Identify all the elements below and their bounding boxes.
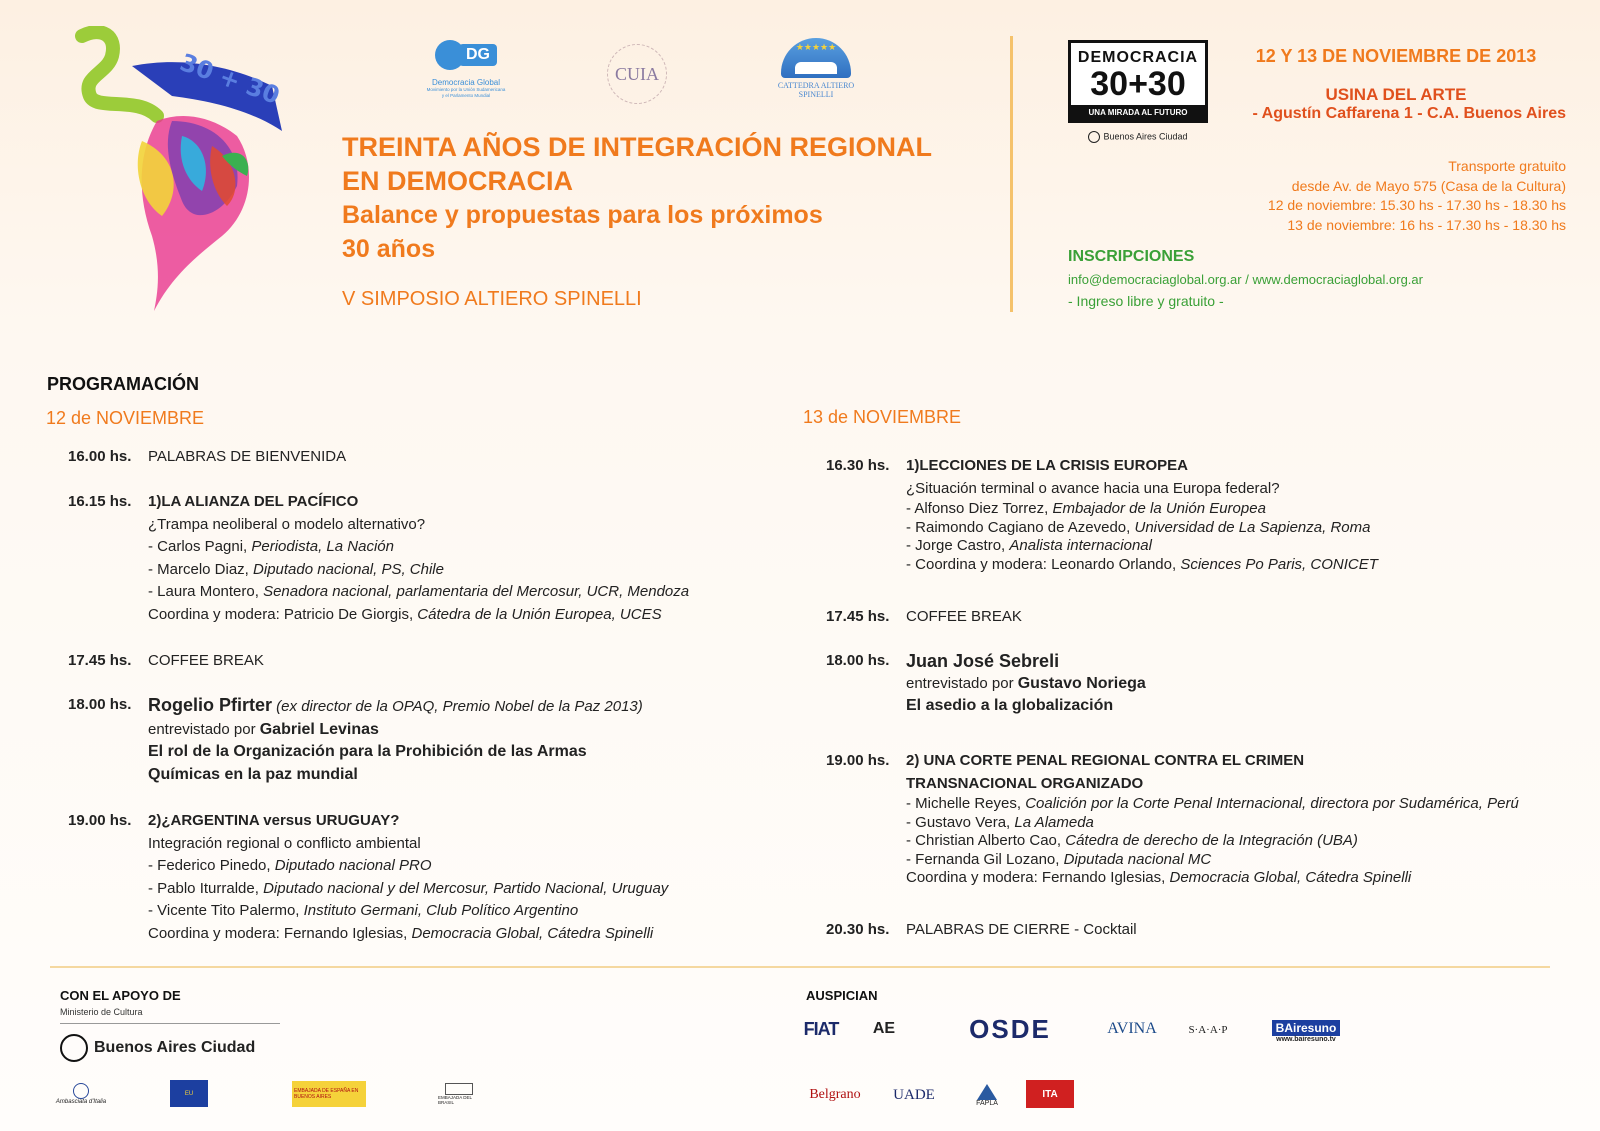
panelist: - Fernanda Gil Lozano, Diputada nacional MC xyxy=(906,850,1212,868)
support-title: CON EL APOYO DE xyxy=(60,988,181,1003)
slot-title: 1)LA ALIANZA DEL PACÍFICO xyxy=(148,493,359,510)
schedule-slot xyxy=(826,919,1137,942)
slot-time: 19.00 hs. xyxy=(826,752,890,769)
slot-title: COFFEE BREAK xyxy=(148,652,264,669)
schedule-slot xyxy=(826,650,1146,718)
democracia-global-sub: Movimiento por la Unión Sudamericana y el Parlamento Mundial xyxy=(426,87,506,98)
democracia-global-logo xyxy=(425,38,507,99)
transport-line: Transporte gratuito xyxy=(1448,158,1566,174)
panelist: - Gustavo Vera, La Alameda xyxy=(906,813,1094,831)
cuia-logo xyxy=(607,44,671,108)
cuia-text: CUIA xyxy=(607,44,667,104)
moderator: Coordina y modera: Patricio De Giorgis, Cátedra de la Unión Europea, UCES xyxy=(148,605,662,623)
panelist: - Alfonso Diez Torrez, Embajador de la Unión Europea xyxy=(906,500,1266,517)
speaker-role: (ex director de la OPAQ, Premio Nobel de la Paz 2013) xyxy=(272,698,643,715)
event-venue: USINA DEL ARTE xyxy=(1325,85,1467,104)
support-city-logo: Buenos Aires Ciudad xyxy=(60,1034,280,1062)
transport-line: desde Av. de Mayo 575 (Casa de la Cultura) xyxy=(1291,177,1566,194)
slot-time: 16.30 hs. xyxy=(826,457,890,474)
democracia-30-logo xyxy=(1068,40,1208,143)
globe-icon: DG xyxy=(431,38,501,76)
slot-question: ¿Trampa neoliberal o modelo alternativo? xyxy=(148,515,426,533)
subtitle-line-1: Balance y propuestas para los próximos xyxy=(342,201,823,229)
cattedra-text: CATTEDRA ALTIERO SPINELLI xyxy=(777,81,855,99)
slot-time: 16.00 hs. xyxy=(68,448,132,465)
emblem-icon xyxy=(73,1083,89,1099)
schedule-slot xyxy=(68,491,689,626)
title-line-1: TREINTA AÑOS DE INTEGRACIÓN REGIONAL xyxy=(342,132,933,162)
bairesuno-logo: BAiresuno www.bairesuno.tv xyxy=(1268,1016,1344,1046)
buenos-aires-city-label: Buenos Aires Ciudad xyxy=(1068,131,1208,143)
avina-logo: AVINA xyxy=(1107,1020,1157,1037)
title-line-2: EN DEMOCRACIA xyxy=(342,166,574,196)
slot-title: 2) UNA CORTE PENAL REGIONAL CONTRA EL CRIMEN xyxy=(906,752,1305,769)
cattedra-logo xyxy=(770,38,862,99)
panelist: - Christian Alberto Cao, Cátedra de derecho de la Integración (UBA) xyxy=(906,832,1358,849)
slot-time: 20.30 hs. xyxy=(826,921,890,938)
day2-label: 13 de NOVIEMBRE xyxy=(803,407,962,427)
speaker-line xyxy=(148,694,643,719)
speaker-name: Juan José Sebreli xyxy=(906,651,1060,671)
title-block xyxy=(342,130,982,311)
speaker-name: Rogelio Pfirter xyxy=(148,695,273,715)
support-block xyxy=(60,988,280,1062)
schedule-slot xyxy=(826,455,1378,574)
slot-title-cont: TRANSNACIONAL ORGANIZADO xyxy=(906,774,1144,792)
panelist: - Carlos Pagni, Periodista, La Nación xyxy=(148,538,394,555)
schedule-slot xyxy=(68,650,264,673)
slot-time: 19.00 hs. xyxy=(68,812,132,829)
panelist: - Raimondo Cagiano de Azevedo, Universidad de La Sapienza, Roma xyxy=(906,518,1371,536)
inscripciones-links[interactable]: info@democraciaglobal.org.ar / www.democraciaglobal.org.ar xyxy=(1068,272,1423,287)
moderator: Coordina y modera: Fernando Iglesias, Democracia Global, Cátedra Spinelli xyxy=(148,924,654,942)
panelist: - Vicente Tito Palermo, Instituto Germani, Club Político Argentino xyxy=(148,902,579,919)
symposium-name: V SIMPOSIO ALTIERO SPINELLI xyxy=(342,288,642,310)
democracia-logo-line2: 30+30 xyxy=(1090,65,1186,103)
uade-logo: UADE xyxy=(893,1086,935,1103)
topic-line: El rol de la Organización para la Prohibición de las Armas xyxy=(148,743,587,760)
map-logo xyxy=(62,26,292,316)
slot-title: PALABRAS DE CIERRE - Cocktail xyxy=(906,921,1137,938)
democracia-logo-line3: UNA MIRADA AL FUTURO xyxy=(1071,105,1205,120)
spain-embassy-logo: EMBAJADA DE ESPAÑA EN BUENOS AIRES xyxy=(292,1081,366,1107)
eu-flag-logo: EU xyxy=(170,1080,208,1107)
slot-title: PALABRAS DE BIENVENIDA xyxy=(148,448,347,465)
interviewer-line: entrevistado por Gustavo Noriega xyxy=(906,674,1146,692)
slot-title: 1)LECCIONES DE LA CRISIS EUROPEA xyxy=(906,457,1188,474)
event-address: - Agustín Caffarena 1 - C.A. Buenos Aires xyxy=(1252,105,1566,122)
slot-time: 16.15 hs. xyxy=(68,493,132,510)
transport-line: 12 de noviembre: 15.30 hs - 17.30 hs - 18.30 hs xyxy=(1267,197,1566,213)
osde-logo: OSDE xyxy=(969,1013,1051,1044)
city-seal-icon xyxy=(60,1034,88,1062)
footer-divider xyxy=(50,966,1550,968)
program-title: PROGRAMACIÓN xyxy=(47,374,199,394)
slot-time: 18.00 hs. xyxy=(68,696,132,713)
triangle-icon xyxy=(977,1084,997,1100)
event-date: 12 Y 13 DE NOVIEMBRE DE 2013 xyxy=(1255,46,1537,66)
inscripciones xyxy=(1068,248,1548,309)
transport-info xyxy=(1180,157,1566,235)
slot-question: Integración regional o conflicto ambiental xyxy=(148,834,421,852)
moderator: Coordina y modera: Fernando Iglesias, Democracia Global, Cátedra Spinelli xyxy=(906,869,1412,886)
schedule-slot xyxy=(826,750,1519,888)
fiat-logo: FIAT xyxy=(803,1018,839,1039)
sponsors-title: AUSPICIAN xyxy=(806,988,878,1003)
slot-title: COFFEE BREAK xyxy=(906,608,1022,625)
schedule-slot xyxy=(68,694,643,786)
ita-logo: ITA xyxy=(1026,1080,1074,1108)
ae-logo: AE xyxy=(872,1020,896,1037)
panelist: - Laura Montero, Senadora nacional, parlamentaria del Mercosur, UCR, Mendoza xyxy=(148,583,690,600)
map-logo-text: 30 + 30 xyxy=(176,48,284,110)
inscripciones-free: - Ingreso libre y gratuito - xyxy=(1068,293,1224,309)
topic-line: El asedio a la globalización xyxy=(906,697,1114,714)
topic-line: Químicas en la paz mundial xyxy=(148,765,358,783)
fapla-logo: FAPLA xyxy=(972,1080,1002,1110)
interviewer-line: entrevistado por Gabriel Levinas xyxy=(148,720,379,738)
day1-label: 12 de NOVIEMBRE xyxy=(46,408,205,428)
inscripciones-title: INSCRIPCIONES xyxy=(1068,248,1195,265)
panelist: - Michelle Reyes, Coalición por la Corte Penal Internacional, directora por Sudamérica, Perú xyxy=(906,795,1519,812)
slot-question: ¿Situación terminal o avance hacia una Europa federal? xyxy=(906,479,1280,497)
saap-logo: S·A·A·P xyxy=(1188,1024,1228,1036)
header-divider xyxy=(1010,36,1013,312)
schedule-slot xyxy=(826,606,1022,629)
slot-title: 2)¿ARGENTINA versus URUGUAY? xyxy=(148,812,400,829)
subtitle-line-2: 30 años xyxy=(342,235,436,263)
belgrano-logo: Belgrano xyxy=(809,1087,861,1102)
italy-embassy-logo: Ambasciata d'Italia xyxy=(54,1080,108,1108)
democracia-global-name: Democracia Global xyxy=(431,78,501,87)
panelist: - Jorge Castro, Analista internacional xyxy=(906,537,1152,554)
democracia-logo-line1: DEMOCRACIA xyxy=(1077,49,1199,66)
building-icon xyxy=(445,1083,473,1095)
slot-time: 17.45 hs. xyxy=(68,652,132,669)
slot-time: 18.00 hs. xyxy=(826,652,890,669)
moderator: - Coordina y modera: Leonardo Orlando, Sciences Po Paris, CONICET xyxy=(906,555,1378,573)
city-seal-icon xyxy=(1088,131,1100,143)
transport-line: 13 de noviembre: 16 hs - 17.30 hs - 18.30 hs xyxy=(1287,216,1566,233)
slot-time: 17.45 hs. xyxy=(826,608,890,625)
schedule-slot xyxy=(68,446,346,469)
panelist: - Federico Pinedo, Diputado nacional PRO xyxy=(148,857,432,874)
brazil-embassy-logo: EMBAJADA DEL BRASIL xyxy=(438,1080,480,1108)
panelist: - Marcelo Diaz, Diputado nacional, PS, Chile xyxy=(148,560,444,578)
schedule-slot xyxy=(68,810,668,945)
event-info xyxy=(1210,46,1566,123)
support-ministry: Ministerio de Cultura xyxy=(60,1007,280,1024)
stars-icon: ★★★★★ xyxy=(781,38,851,78)
panelist: - Pablo Iturralde, Diputado nacional y del Mercosur, Partido Nacional, Uruguay xyxy=(148,879,669,897)
